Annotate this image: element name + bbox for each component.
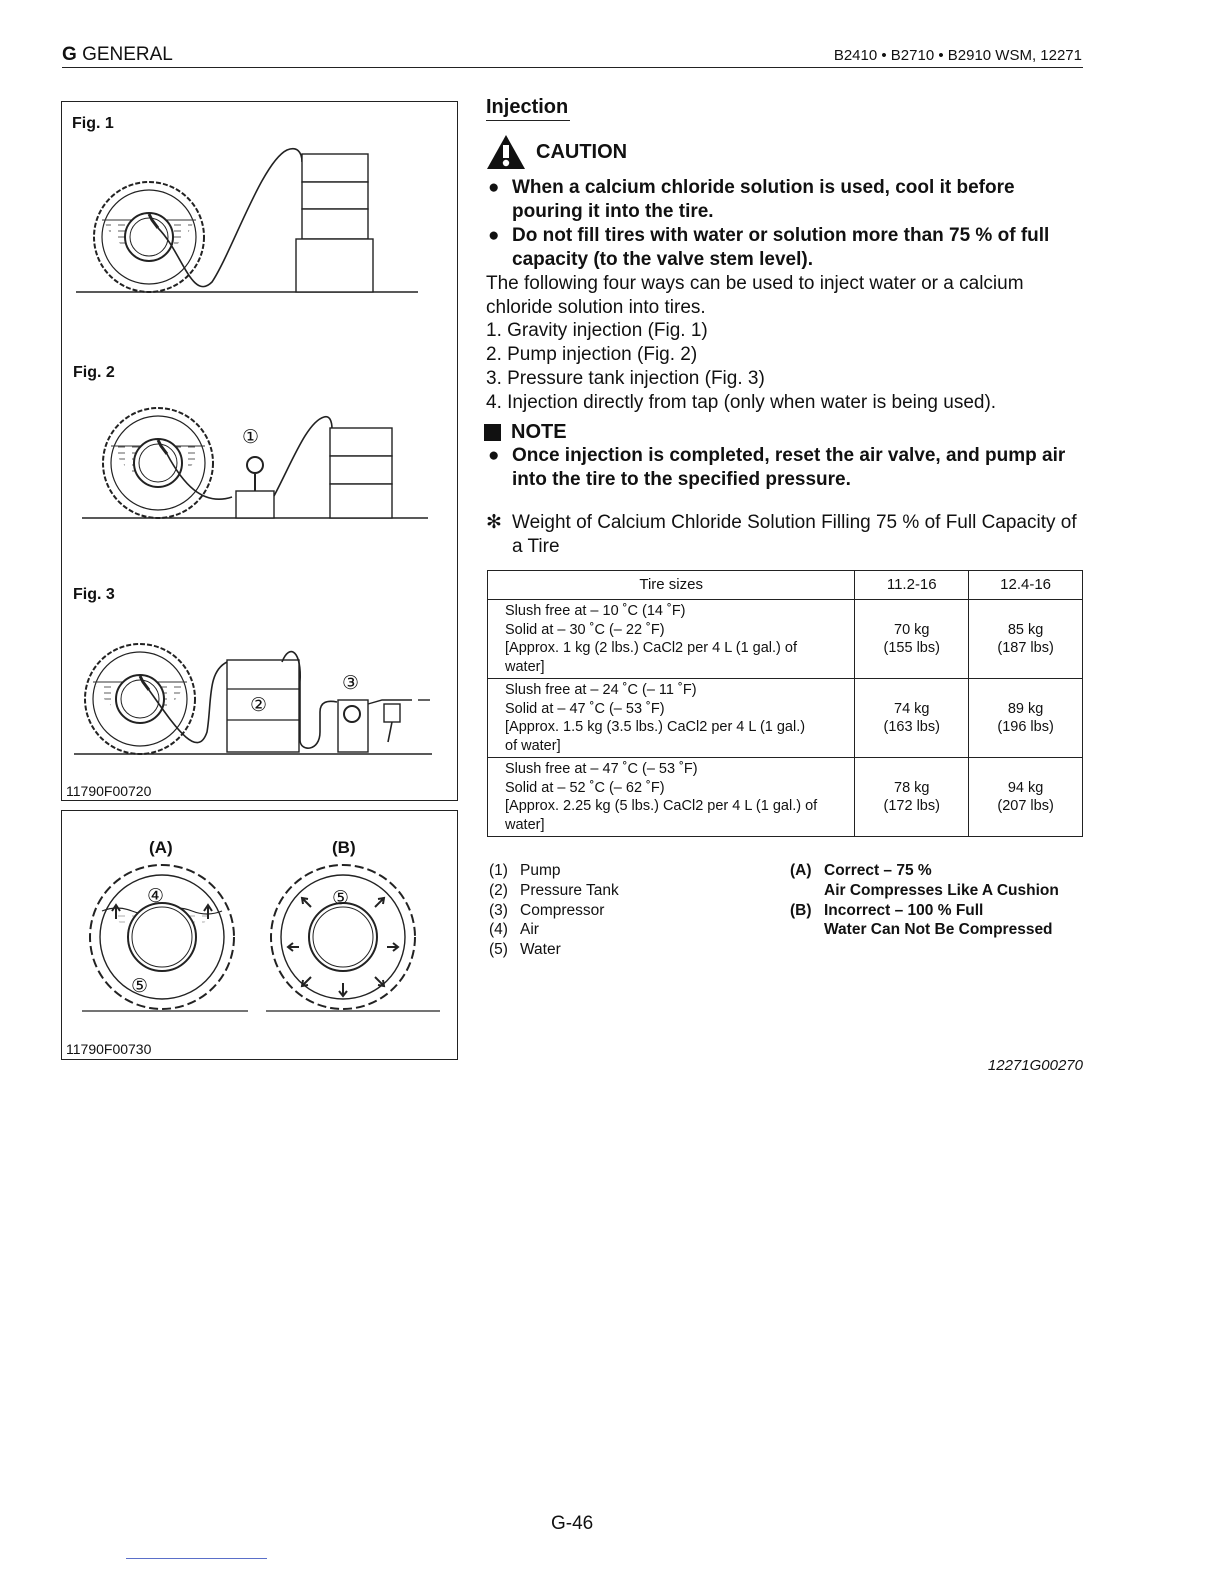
legend-item: (5) Water [489,941,561,959]
fig1-label: Fig. 1 [72,115,114,132]
note-heading [484,420,567,444]
callout-water-a: ⑤ [131,976,149,997]
bullet-icon: ● [488,445,500,466]
table-cell-value: 78 kg (172 lbs) [855,758,969,837]
bullet-icon: ● [488,177,500,198]
legend-item: Water Can Not Be Compressed [824,921,1053,939]
legend-item: (1) Pump [489,862,561,879]
fig2-label: Fig. 2 [73,364,115,381]
legend-item: (B) Incorrect – 100 % Full [790,901,984,919]
legend-item: (2) Pressure Tank [489,881,619,899]
header-rule [62,67,1083,68]
section-name: GENERAL [82,44,173,65]
caution-label: CAUTION [536,140,628,163]
reference-code: 12271G00270 [987,1057,1083,1074]
callout-pump: ① [242,427,260,448]
section-title-underline [486,120,570,121]
table-cell-value: 94 kg (207 lbs) [969,758,1083,837]
note-item: ● Once injection is completed, reset the air valve, and pump air into the tire to the specified pressure. [488,445,1066,490]
section-title: Injection [486,96,569,118]
fig3-label: Fig. 3 [73,586,115,603]
parts-legend [489,861,619,960]
list-item: 1. Gravity injection (Fig. 1) [486,320,708,341]
tire-correct-drawing [82,865,248,1011]
table-header: Tire sizes [488,571,855,600]
caution-heading [486,132,627,172]
table-header: 12.4-16 [969,571,1083,600]
caution-item: ● Do not fill tires with water or solution more than 75 % of full capacity (to the valve stem level). [488,225,1050,270]
callout-water-b: ⑤ [332,888,350,909]
legend-item: (3) Compressor [489,901,605,919]
injection-methods-list [486,319,996,415]
caution-item: ● When a calcium chloride solution is used, cool it before pouring it into the tire. [488,177,1015,222]
section-header [62,44,173,66]
fill-level-drawings [62,811,456,1043]
page-number: G-46 [551,1513,594,1534]
warning-triangle-icon [486,133,526,171]
section-letter: G [62,44,77,65]
label-incorrect-b: (B) [332,838,356,857]
table-cell-value: 70 kg (155 lbs) [855,600,969,679]
list-item: 4. Injection directly from tap (only when water is being used). [486,392,997,413]
manual-id: B2410 • B2710 • B2910 WSM, 12271 [833,47,1082,64]
figure-panel-injection [61,101,458,801]
footer-line [126,1558,267,1559]
asterisk-icon: ✻ [486,512,502,533]
callout-air: ④ [147,886,165,907]
legend-item: (4) Air [489,921,539,939]
table-row [488,679,1083,758]
figure-code-bottom: 11790F00730 [66,1041,152,1057]
table-cell-value: 89 kg (196 lbs) [969,679,1083,758]
table-cell-value: 74 kg (163 lbs) [855,679,969,758]
tire-incorrect-drawing [266,865,440,1011]
legend-item: Air Compresses Like A Cushion [824,881,1059,899]
weight-caption: ✻ Weight of Calcium Chloride Solution Filling 75 % of Full Capacity of a Tire [486,512,1077,557]
fig2-pump-drawing [82,408,428,518]
fill-level-legend [790,861,1059,940]
table-cell-condition: Slush free at – 10 ˚C (14 ˚F) Solid at – 30 ˚C (– 22 ˚F) [Approx. 1 kg (2 lbs.) CaCl2 per 4 L (1 gal.) of water] [488,600,855,679]
table-cell-condition: Slush free at – 47 ˚C (– 53 ˚F) Solid at – 52 ˚C (– 62 ˚F) [Approx. 2.25 kg (5 lbs.) CaCl2 per 4 L (1 gal.) of water] [488,758,855,837]
list-item: 3. Pressure tank injection (Fig. 3) [486,368,765,389]
intro-paragraph: The following four ways can be used to inject water or a calcium chloride solution into tires. [486,273,1024,318]
table-cell-value: 85 kg (187 lbs) [969,600,1083,679]
callout-pressure-tank: ② [250,695,268,716]
bullet-icon: ● [488,225,500,246]
callout-compressor: ③ [342,673,360,694]
note-label: NOTE [511,420,567,443]
label-correct-a: (A) [149,838,173,857]
table-header: 11.2-16 [855,571,969,600]
legend-item: (A) Correct – 75 % [790,862,932,879]
table-row [488,758,1083,837]
note-square-icon [484,424,501,441]
calcium-chloride-weight-table [487,570,1083,837]
list-item: 2. Pump injection (Fig. 2) [486,344,698,365]
figure-code-top: 11790F00720 [66,783,152,799]
table-row [488,600,1083,679]
table-header-row [488,571,1083,600]
table-cell-condition: Slush free at – 24 ˚C (– 11 ˚F) Solid at – 47 ˚C (– 53 ˚F) [Approx. 1.5 kg (3.5 lbs.) CaCl2 per 4 L (1 gal.) of water] [488,679,855,758]
fig1-gravity-drawing [76,149,418,292]
figure-panel-fill-level [61,810,458,1060]
